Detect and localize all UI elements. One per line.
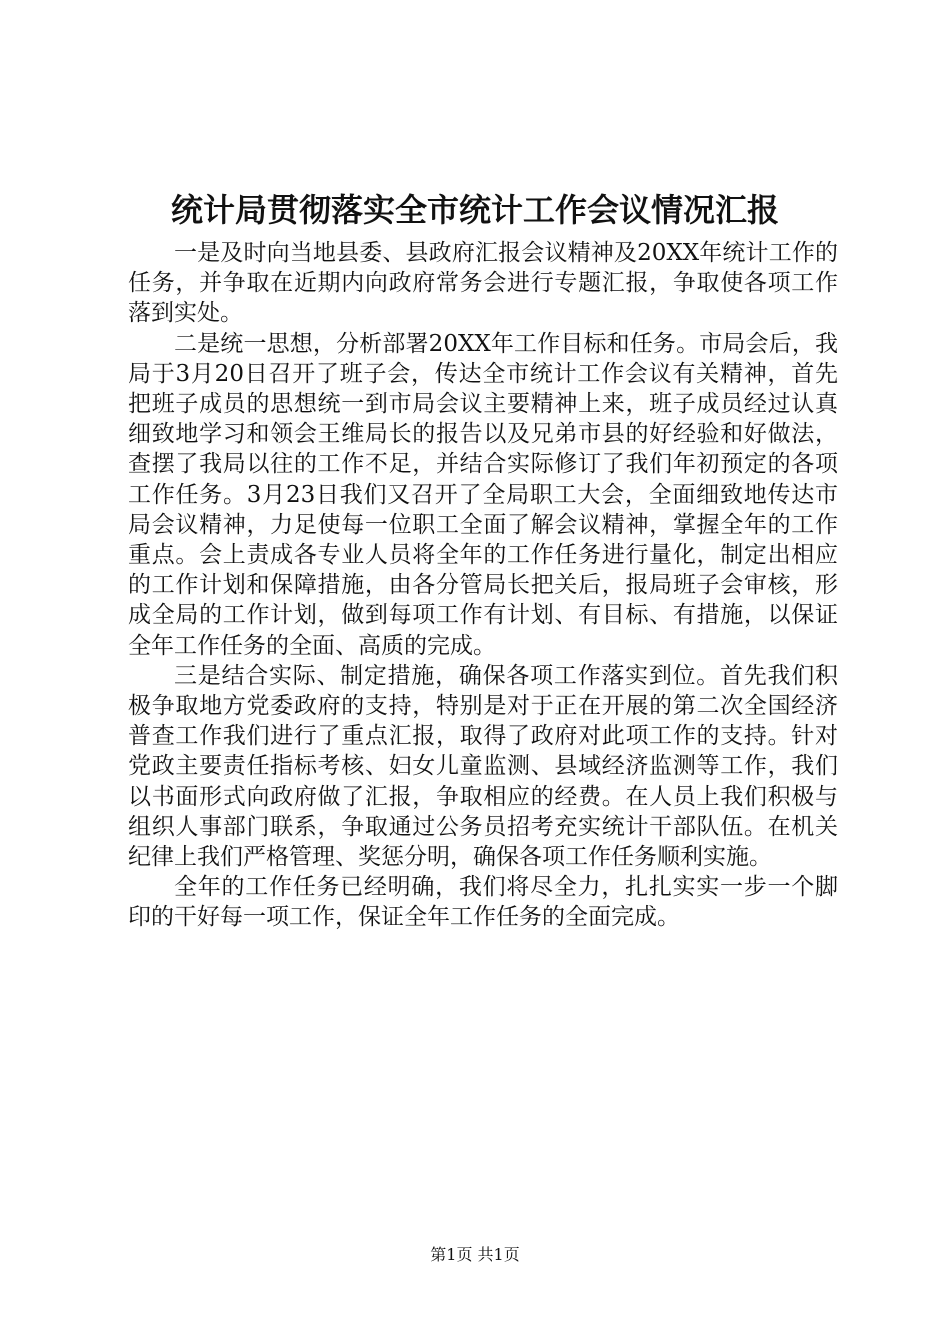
document-body [128,238,838,933]
page-footer: 第1页 共1页 [430,1245,520,1264]
paragraph-3: 三是结合实际、制定措施，确保各项工作落实到位。首先我们积极争取地方党委政府的支持，特别是对于正在开展的第二次全国经济普查工作我们进行了重点汇报，取得了政府对此项工作的支持。针对党政主要责任指标考核、妇女儿童监测、县域经济监测等工作，我们以书面形式向政府做了汇报，争取相应的经费。在人员上我们积极与组织人事部门联系，争取通过公务员招考充实统计干部队伍。在机关纪律上我们严格管理、奖惩分明，确保各项工作任务顺利实施。 [128,662,838,871]
paragraph-4: 全年的工作任务已经明确，我们将尽全力，扎扎实实一步一个脚印的干好每一项工作，保证全年工作任务的全面完成。 [128,874,838,931]
document-title: 统计局贯彻落实全市统计工作会议情况汇报 [170,191,779,229]
paragraph-1: 一是及时向当地县委、县政府汇报会议精神及20XX年统计工作的任务，并争取在近期内向政府常务会进行专题汇报，争取使各项工作落到实处。 [128,240,838,327]
paragraph-2: 二是统一思想，分析部署20XX年工作目标和任务。市局会后，我局于3月20日召开了班子会，传达全市统计工作会议有关精神，首先把班子成员的思想统一到市局会议主要精神上来，班子成员经过认真细致地学习和领会王维局长的报告以及兄弟市县的好经验和好做法，查摆了我局以往的工作不足，并结合实际修订了我们年初预定的各项工作任务。3月23日我们又召开了全局职工大会，全面细致地传达市局会议精神，力足使每一位职工全面了解会议精神，掌握全年的工作重点。会上责成各专业人员将全年的工作任务进行量化，制定出相应的工作计划和保障措施，由各分管局长把关后，报局班子会审核，形成全局的工作计划，做到每项工作有计划、有目标、有措施，以保证全年工作任务的全面、高质的完成。 [128,330,838,659]
